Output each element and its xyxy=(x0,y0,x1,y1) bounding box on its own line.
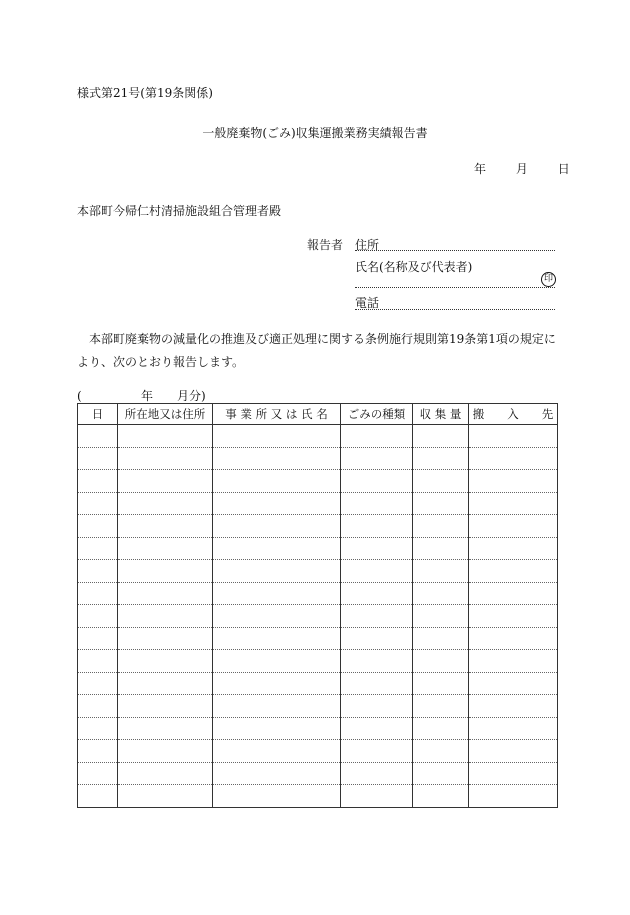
cell-day[interactable] xyxy=(78,515,118,538)
cell-destination[interactable] xyxy=(469,762,558,785)
table-row xyxy=(78,740,558,763)
cell-address[interactable] xyxy=(118,627,213,650)
cell-amount[interactable] xyxy=(413,785,469,808)
cell-amount[interactable] xyxy=(413,582,469,605)
cell-destination[interactable] xyxy=(469,425,558,448)
cell-office-name[interactable] xyxy=(213,470,341,493)
cell-office-name[interactable] xyxy=(213,605,341,628)
cell-address[interactable] xyxy=(118,605,213,628)
date-month-label: 月 xyxy=(515,162,528,176)
cell-waste-type[interactable] xyxy=(341,582,413,605)
cell-office-name[interactable] xyxy=(213,537,341,560)
cell-office-name[interactable] xyxy=(213,560,341,583)
cell-address[interactable] xyxy=(118,425,213,448)
cell-amount[interactable] xyxy=(413,560,469,583)
period-line xyxy=(77,387,206,404)
cell-address[interactable] xyxy=(118,762,213,785)
cell-address[interactable] xyxy=(118,492,213,515)
cell-office-name[interactable] xyxy=(213,695,341,718)
cell-waste-type[interactable] xyxy=(341,537,413,560)
table-row xyxy=(78,672,558,695)
cell-destination[interactable] xyxy=(469,470,558,493)
cell-amount[interactable] xyxy=(413,740,469,763)
cell-waste-type[interactable] xyxy=(341,515,413,538)
cell-waste-type[interactable] xyxy=(341,785,413,808)
cell-waste-type[interactable] xyxy=(341,560,413,583)
cell-destination[interactable] xyxy=(469,785,558,808)
cell-day[interactable] xyxy=(78,717,118,740)
phone-label: 電話 xyxy=(355,296,380,310)
cell-office-name[interactable] xyxy=(213,717,341,740)
cell-destination[interactable] xyxy=(469,447,558,470)
cell-address[interactable] xyxy=(118,447,213,470)
cell-amount[interactable] xyxy=(413,515,469,538)
cell-waste-type[interactable] xyxy=(341,492,413,515)
table-row xyxy=(78,515,558,538)
table-body xyxy=(78,425,558,808)
cell-address[interactable] xyxy=(118,785,213,808)
cell-office-name[interactable] xyxy=(213,582,341,605)
header-address: 所在地又は住所 xyxy=(118,404,213,425)
cell-waste-type[interactable] xyxy=(341,740,413,763)
table-row xyxy=(78,785,558,808)
table-header-row xyxy=(78,404,558,425)
cell-destination[interactable] xyxy=(469,672,558,695)
cell-office-name[interactable] xyxy=(213,492,341,515)
cell-waste-type[interactable] xyxy=(341,605,413,628)
cell-amount[interactable] xyxy=(413,537,469,560)
table-row xyxy=(78,650,558,673)
cell-office-name[interactable] xyxy=(213,785,341,808)
table-row xyxy=(78,717,558,740)
form-number: 様式第21号(第19条関係) xyxy=(77,86,213,100)
date-day-label: 日 xyxy=(557,162,570,176)
cell-day[interactable] xyxy=(78,537,118,560)
cell-amount[interactable] xyxy=(413,762,469,785)
cell-office-name[interactable] xyxy=(213,447,341,470)
cell-amount[interactable] xyxy=(413,650,469,673)
recipient: 本部町今帰仁村清掃施設組合管理者殿 xyxy=(77,204,282,218)
address-label: 住所 xyxy=(355,238,380,252)
reporter-label: 報告者 xyxy=(307,238,344,252)
table-row xyxy=(78,492,558,515)
cell-waste-type[interactable] xyxy=(341,762,413,785)
cell-day[interactable] xyxy=(78,672,118,695)
cell-destination[interactable] xyxy=(469,740,558,763)
cell-waste-type[interactable] xyxy=(341,447,413,470)
cell-address[interactable] xyxy=(118,515,213,538)
cell-day[interactable] xyxy=(78,582,118,605)
table-row xyxy=(78,605,558,628)
table-row xyxy=(78,470,558,493)
cell-destination[interactable] xyxy=(469,650,558,673)
cell-destination[interactable] xyxy=(469,717,558,740)
cell-waste-type[interactable] xyxy=(341,717,413,740)
cell-waste-type[interactable] xyxy=(341,672,413,695)
cell-amount[interactable] xyxy=(413,672,469,695)
period-close: 月分) xyxy=(177,389,206,403)
cell-day[interactable] xyxy=(78,650,118,673)
header-amount: 収 集 量 xyxy=(413,404,469,425)
table-row xyxy=(78,425,558,448)
cell-day[interactable] xyxy=(78,785,118,808)
cell-day[interactable] xyxy=(78,605,118,628)
header-destination: 搬 入 先 xyxy=(469,404,558,425)
cell-office-name[interactable] xyxy=(213,627,341,650)
cell-day[interactable] xyxy=(78,492,118,515)
cell-waste-type[interactable] xyxy=(341,627,413,650)
cell-address[interactable] xyxy=(118,560,213,583)
phone-field[interactable] xyxy=(355,309,555,310)
cell-waste-type[interactable] xyxy=(341,470,413,493)
cell-address[interactable] xyxy=(118,537,213,560)
name-field[interactable] xyxy=(355,287,555,288)
cell-day[interactable] xyxy=(78,470,118,493)
cell-day[interactable] xyxy=(78,447,118,470)
cell-waste-type[interactable] xyxy=(341,425,413,448)
cell-amount[interactable] xyxy=(413,627,469,650)
cell-day[interactable] xyxy=(78,740,118,763)
cell-office-name[interactable] xyxy=(213,650,341,673)
cell-address[interactable] xyxy=(118,695,213,718)
cell-waste-type[interactable] xyxy=(341,695,413,718)
cell-waste-type[interactable] xyxy=(341,650,413,673)
cell-amount[interactable] xyxy=(413,695,469,718)
cell-amount[interactable] xyxy=(413,605,469,628)
date-line xyxy=(474,160,570,177)
cell-address[interactable] xyxy=(118,582,213,605)
cell-office-name[interactable] xyxy=(213,425,341,448)
cell-amount[interactable] xyxy=(413,447,469,470)
cell-destination[interactable] xyxy=(469,560,558,583)
cell-day[interactable] xyxy=(78,560,118,583)
cell-destination[interactable] xyxy=(469,605,558,628)
document-title: 一般廃棄物(ごみ)収集運搬業務実績報告書 xyxy=(202,126,428,140)
header-office-name: 事 業 所 又 は 氏 名 xyxy=(213,404,341,425)
cell-day[interactable] xyxy=(78,762,118,785)
seal-mark: 印 xyxy=(541,272,556,287)
cell-day[interactable] xyxy=(78,695,118,718)
table-row xyxy=(78,695,558,718)
cell-office-name[interactable] xyxy=(213,515,341,538)
table-row xyxy=(78,627,558,650)
record-table xyxy=(77,403,558,808)
cell-day[interactable] xyxy=(78,425,118,448)
cell-office-name[interactable] xyxy=(213,740,341,763)
cell-amount[interactable] xyxy=(413,492,469,515)
cell-address[interactable] xyxy=(118,650,213,673)
cell-address[interactable] xyxy=(118,740,213,763)
name-label: 氏名(名称及び代表者) xyxy=(355,260,473,274)
cell-office-name[interactable] xyxy=(213,762,341,785)
cell-destination[interactable] xyxy=(469,492,558,515)
header-waste-type: ごみの種類 xyxy=(341,404,413,425)
cell-address[interactable] xyxy=(118,717,213,740)
cell-amount[interactable] xyxy=(413,425,469,448)
cell-day[interactable] xyxy=(78,627,118,650)
table-row xyxy=(78,537,558,560)
cell-destination[interactable] xyxy=(469,627,558,650)
cell-address[interactable] xyxy=(118,470,213,493)
body-paragraph: 本部町廃棄物の減量化の推進及び適正処理に関する条例施行規則第19条第1項の規定により、次のとおり報告します。 xyxy=(77,332,556,369)
cell-destination[interactable] xyxy=(469,582,558,605)
period-open: ( xyxy=(77,389,82,403)
date-year-label: 年 xyxy=(474,162,487,176)
cell-address[interactable] xyxy=(118,672,213,695)
period-year: 年 xyxy=(141,389,154,403)
cell-destination[interactable] xyxy=(469,537,558,560)
table-row xyxy=(78,582,558,605)
cell-office-name[interactable] xyxy=(213,672,341,695)
table-row xyxy=(78,762,558,785)
cell-amount[interactable] xyxy=(413,717,469,740)
address-field[interactable] xyxy=(355,250,555,251)
cell-amount[interactable] xyxy=(413,470,469,493)
cell-destination[interactable] xyxy=(469,515,558,538)
table-row xyxy=(78,560,558,583)
cell-destination[interactable] xyxy=(469,695,558,718)
table-row xyxy=(78,447,558,470)
header-day: 日 xyxy=(78,404,118,425)
